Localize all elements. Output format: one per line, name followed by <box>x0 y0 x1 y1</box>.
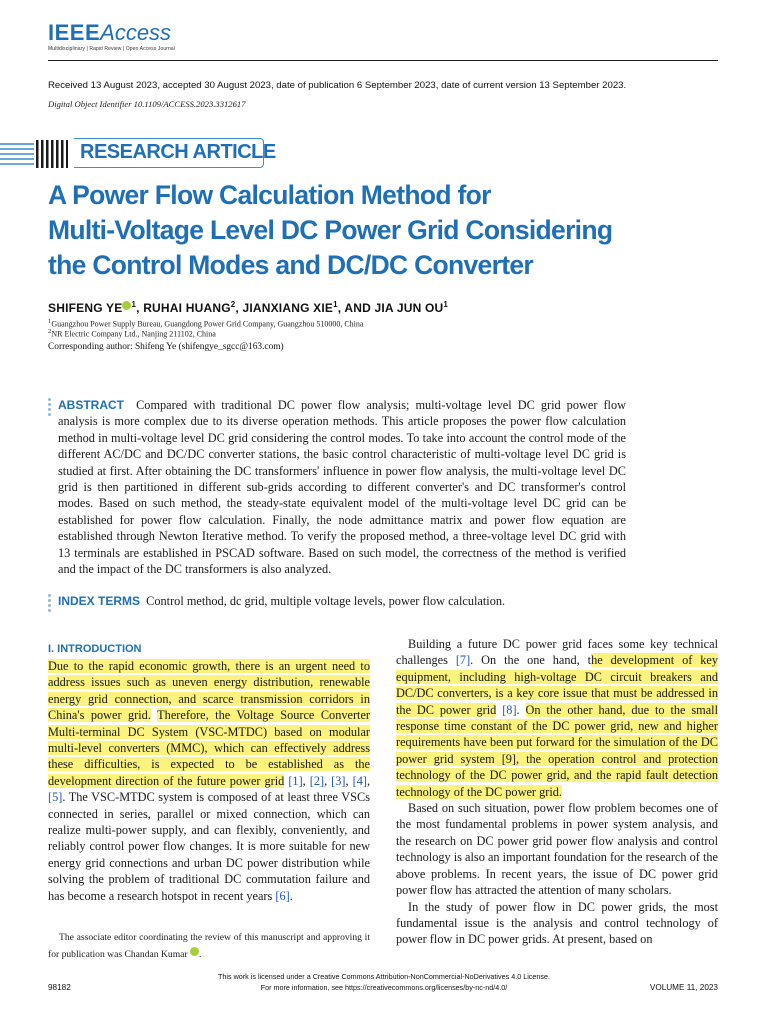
body-text: . <box>289 888 293 903</box>
author-name: , JIANXIANG XIE <box>235 301 334 315</box>
intro-column-right <box>396 636 718 948</box>
journal-brand: IEEE <box>48 20 101 45</box>
paragraph <box>396 636 718 800</box>
citation-link[interactable]: [6] <box>275 888 290 903</box>
license-link[interactable]: For more information, see https://creativecommons.org/licenses/by-nc-nd/4.0/ <box>260 983 508 992</box>
editor-footnote <box>48 929 370 963</box>
highlighted-text: he development of key equipment, including high-voltage DC circuit breakers and DC/DC converters, is a key core issue that must be addressed in the DC power grid <box>396 653 718 717</box>
body-text: , <box>302 773 310 788</box>
author-list <box>48 300 448 315</box>
highlighted-text: Therefore, the Voltage Source Converter Multi-terminal DC System (VSC-MTDC) based on modular multi-level converters (MMC), which can effectively address these difficulties, is expected to be established as the development direction of the future power grid <box>48 708 371 788</box>
body-text: . <box>516 702 526 717</box>
volume-label: VOLUME 11, 2023 <box>649 983 718 992</box>
affiliation-text: NR Electric Company Ltd., Nanjing 211102, China <box>51 329 216 339</box>
index-terms <box>58 594 658 609</box>
abstract-text: Compared with traditional DC power flow analysis; multi-voltage level DC grid power flow analysis is more complex due to its diverse operation methods. This article proposes the power flow calculation method in multi-voltage level DC grid considering the control modes. To take into account the control mode of the different AC/DC and DC/DC converter stations, the basic control characteristic of multi-voltage level DC grid is studied at first. After obtaining the DC transformers' influence in power flow analysis, the multi-voltage level DC grid is then partitioned in different sub-grids according to different converter's and DC transformer's control modes. Based on such method, the steady-state equivalent model of the multi-voltage level DC grid can be established for power flow calculation. Finally, the node admittance matrix and power flow equation are established through Newton Iterative method. To verify the proposed method, a three-voltage level DC grid with 13 terminals are established in PSCAD software. Based on such model, the correctness of the method is verified and the impact of the DC transformers is also analyzed. <box>58 398 626 577</box>
author-name: , RUHAI HUANG <box>136 301 231 315</box>
paragraph: Based on such situation, power flow problem becomes one of the most fundamental problems in power system analysis, and the research on DC power grid power flow analysis and control technology is also an important foundation for the research of the above problems. In recent years, the issue of DC power grid power flow has attracted the attention of many scholars. <box>396 801 718 898</box>
footnote-text: The associate editor coordinating the review of this manuscript and approving it for publication was Chandan Kumar <box>48 932 371 960</box>
author-name: SHIFENG YE <box>48 301 123 315</box>
author-affil-sup: 1 <box>131 300 137 309</box>
article-title <box>48 178 688 283</box>
citation-link[interactable]: [7] <box>455 653 471 668</box>
citation-link[interactable]: [5] <box>48 790 63 805</box>
paragraph: In the study of power flow in DC power grids, the most fundamental issue is the analysis and control technology of power flow in DC power grids. At present, based on <box>396 899 718 947</box>
journal-name: Access <box>100 20 172 45</box>
author-name: , AND JIA JUN OU <box>337 301 444 315</box>
doi: Digital Object Identifier 10.1109/ACCESS.2023.3312617 <box>48 99 246 109</box>
affiliation-sup: 2 <box>48 328 52 335</box>
citation-link[interactable]: [2] <box>309 773 325 788</box>
footnote-end: . <box>199 949 202 960</box>
affiliation <box>48 328 216 339</box>
abstract <box>58 397 626 577</box>
body-text: . The VSC-MTDC system is composed of at least three VSCs connected in series, parallel or mixed connection, which can realize multi-power supply, and can flexibly, conveniently, and reliably control power flow changes. It is more suitable for new energy grid connections and urban DC power distribution while solving the problem of traditional DC commutation failure and has become a research hotspot in recent years <box>48 790 370 903</box>
citation-link[interactable]: [4] <box>352 773 367 788</box>
author-affil-sup: 2 <box>230 300 236 309</box>
body-text: , <box>345 773 353 788</box>
highlighted-text: On the other hand, due to the small response time constant of the DC power grid, new and higher requirements have been put forward for the simulation of the DC power grid system [9], the operation control and protection technology of the DC power grid, and the rapid fault detection technology of the DC power grid. <box>396 702 718 799</box>
body-text: , <box>324 773 332 788</box>
author-affil-sup: 1 <box>333 300 338 309</box>
author-affil-sup: 1 <box>443 300 449 309</box>
page-number: 98182 <box>48 983 71 992</box>
title-line: the Control Modes and DC/DC Converter <box>48 250 533 280</box>
body-text: . On the one hand, t <box>470 653 592 668</box>
title-line: Multi-Voltage Level DC Power Grid Considering <box>48 215 613 245</box>
publication-dates: Received 13 August 2023, accepted 30 August 2023, date of publication 6 September 2023, date of current version 13 September 2023. <box>48 80 627 91</box>
index-terms-text: Control method, dc grid, multiple voltage levels, power flow calculation. <box>146 594 506 608</box>
body-text: Building a future DC power grid faces some key technical challenges <box>396 637 718 668</box>
affiliation-text: Guangzhou Power Supply Bureau, Guangdong Power Grid Company, Guangzhou 510000, China <box>51 319 364 329</box>
affiliation-sup: 1 <box>48 318 52 325</box>
citation-link[interactable]: [8] <box>502 702 517 717</box>
orcid-icon[interactable] <box>190 947 199 956</box>
journal-tagline: Multidisciplinary | Rapid Review | Open Access Journal <box>48 46 175 52</box>
citation-link[interactable]: [1] <box>288 773 303 788</box>
body-text: , <box>366 773 371 788</box>
banner-stripes-icon <box>0 139 68 169</box>
abstract-label: ABSTRACT <box>58 398 124 412</box>
index-terms-label: INDEX TERMS <box>58 594 141 608</box>
article-type-banner: RESEARCH ARTICLE <box>80 141 276 163</box>
highlighted-text: Due to the rapid economic growth, there is an urgent need to address issues such as uneven energy distribution, renewable energy grid connection, and scarce transmission corridors in China's power grid. <box>48 659 370 723</box>
abstract-dots-icon <box>48 398 52 418</box>
section-heading: I. INTRODUCTION <box>48 643 142 655</box>
intro-column-left <box>48 658 370 904</box>
index-dots-icon <box>48 594 52 614</box>
journal-logo <box>48 20 171 46</box>
title-line: A Power Flow Calculation Method for <box>48 180 491 210</box>
corresponding-author: Corresponding author: Shifeng Ye (shifengye_sgcc@163.com) <box>48 342 284 352</box>
header-rule <box>48 60 718 61</box>
license-line: This work is licensed under a Creative Commons Attribution-NonCommercial-NoDerivatives 4.0 License. <box>218 972 550 981</box>
citation-link[interactable]: [3] <box>331 773 346 788</box>
